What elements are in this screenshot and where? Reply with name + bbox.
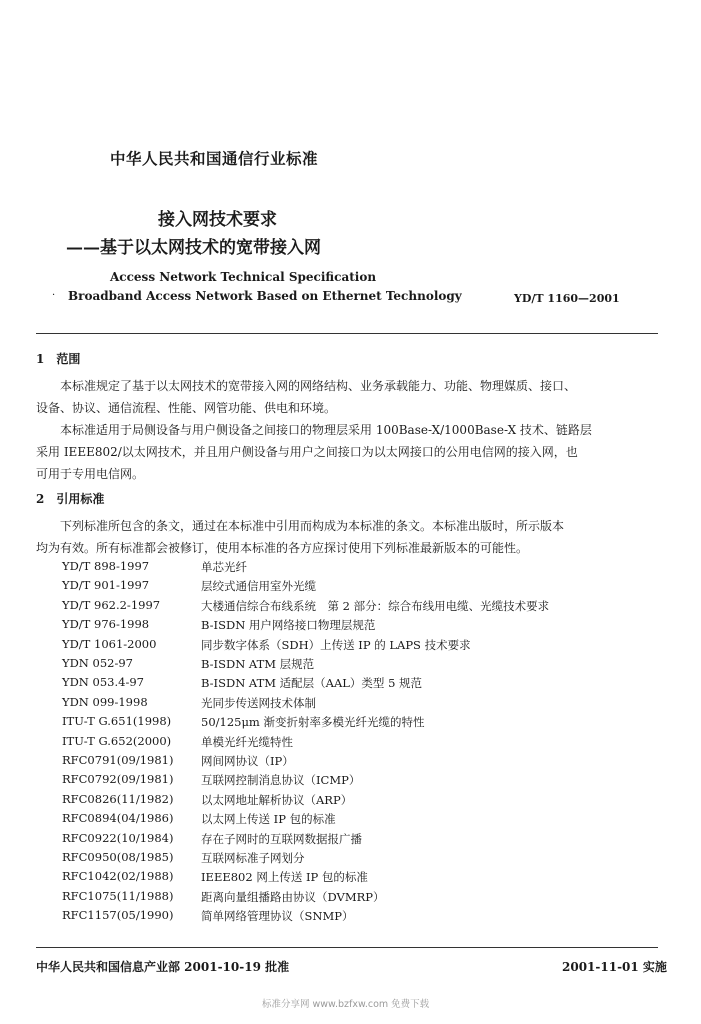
reference-code: RFC0826(11/1982) [62,791,174,806]
reference-title: 简单网络管理协议（SNMP） [201,909,354,924]
reference-title: 距离向量组播路由协议（DVMRP） [201,889,385,904]
reference-title: 50/125μm 渐变折射率多模光纤光缆的特性 [201,715,425,730]
reference-code: RFC1042(02/1988) [62,869,174,884]
reference-code: YD/T 1061-2000 [62,636,157,651]
reference-code: YD/T 898-1997 [62,559,150,573]
paragraph-line: 下列标准所包含的条文，通过在本标准中引用而构成为本标准的条文。本标准出版时，所示版本 [36,519,565,533]
implementation-date: 2001-11-01 实施 [562,960,667,974]
reference-title: 光同步传送网技术体制 [201,695,316,710]
reference-title: 网间网协议（IP） [201,754,294,768]
watermark: 标准分享网 www.bzfxw.com 免费下载 [262,999,430,1010]
reference-code: YD/T 901-1997 [62,578,150,593]
chinese-title-line2: ——基于以太网技术的宽带接入网 [66,238,321,258]
paragraph-line: 均为有效。所有标准都会被修订，使用本标准的各方应探讨使用下列标准最新版本的可能性。 [36,541,529,555]
paragraph-line: 采用 IEEE802/以太网技术，并且用户侧设备与用户之间接口为以太网接口的公用电信网的接入网，也 [36,445,578,459]
reference-code: RFC0791(09/1981) [62,753,174,767]
reference-code: RFC0950(08/1985) [62,850,174,864]
reference-code: RFC0894(04/1986) [62,811,174,826]
reference-code: RFC1157(05/1990) [62,908,174,923]
section1-heading: 1 范围 [36,352,81,366]
paragraph-line: 设备、协议、通信流程、性能、网管功能、供电和环境。 [36,401,337,415]
paragraph-line: 本标准规定了基于以太网技术的宽带接入网的网络结构、业务承载能力、功能、物理媒质、接口、 [36,379,577,393]
publisher-title: 中华人民共和国通信行业标准 [110,149,319,168]
section2-intro [36,515,658,559]
english-title-line1: Access Network Technical Specification [110,270,377,284]
reference-title: B-ISDN 用户网络接口物理层规范 [201,618,376,633]
reference-code: YD/T 976-1998 [62,617,150,632]
reference-code: YD/T 962.2-1997 [62,597,161,612]
reference-code: ITU-T G.651(1998) [62,714,172,729]
section2-heading: 2 引用标准 [36,492,105,506]
reference-title: IEEE802 网上传送 IP 包的标准 [201,870,368,885]
reference-title: 以太网地址解析协议（ARP） [201,792,353,807]
reference-title: 互联网控制消息协议（ICMP） [201,773,361,788]
reference-title: B-ISDN ATM 层规范 [201,657,315,671]
reference-title: 存在子网时的互联网数据报广播 [201,831,362,846]
reference-code: YDN 099-1998 [62,694,148,709]
reference-code: RFC1075(11/1988) [62,888,174,903]
bullet-mark: · [52,290,56,301]
standard-code: YD/T 1160—2001 [514,292,620,305]
reference-code: RFC0792(09/1981) [62,772,174,787]
reference-code: YDN 052-97 [62,656,133,670]
reference-code: YDN 053.4-97 [62,675,144,690]
paragraph-line: 可用于专用电信网。 [36,467,145,481]
reference-title: 单模光纤光缆特性 [201,734,293,749]
english-title-line2: Broadband Access Network Based on Ethernet Technology [68,289,462,303]
reference-title: 同步数字体系（SDH）上传送 IP 的 LAPS 技术要求 [201,637,471,652]
reference-title: 单芯光纤 [201,560,247,574]
reference-title: B-ISDN ATM 适配层（AAL）类型 5 规范 [201,676,423,691]
reference-title: 层绞式通信用室外光缆 [201,579,316,594]
reference-title: 大楼通信综合布线系统 第 2 部分：综合布线用电缆、光缆技术要求 [201,598,550,613]
approval-line: 中华人民共和国信息产业部 2001-10-19 批准 [36,960,290,974]
reference-title: 以太网上传送 IP 包的标准 [201,812,336,827]
reference-code: ITU-T G.652(2000) [62,733,172,748]
paragraph-line: 本标准适用于局侧设备与用户侧设备之间接口的物理层采用 100Base-X/1000Base-X 技术、链路层 [36,423,592,437]
footer-divider [36,947,658,948]
section1-paragraph1 [36,375,658,419]
header-divider [36,333,658,334]
section1-paragraph2 [36,419,658,485]
chinese-title-line1: 接入网技术要求 [158,210,277,230]
reference-code: RFC0922(10/1984) [62,830,174,845]
reference-title: 互联网标准子网划分 [201,851,305,865]
